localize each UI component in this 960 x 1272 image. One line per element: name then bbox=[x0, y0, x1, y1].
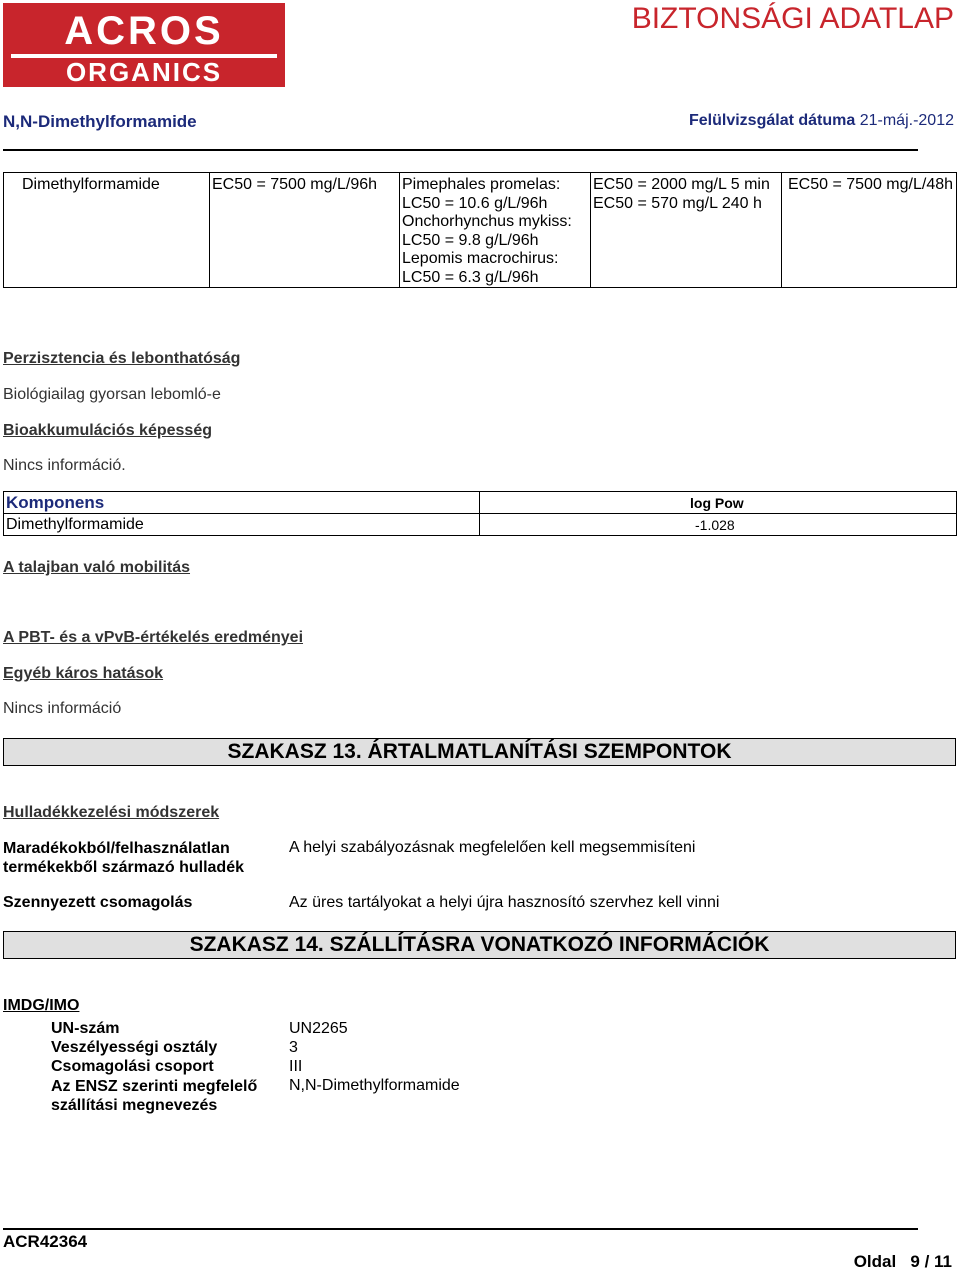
shipping-name-label bbox=[51, 1077, 257, 1115]
logo-text-acros: ACROS bbox=[64, 9, 224, 53]
component-cell: Dimethylformamide bbox=[4, 514, 480, 536]
packaging-label: Szennyezett csomagolás bbox=[3, 894, 193, 911]
revision-label: Felülvizsgálat dátuma bbox=[689, 112, 856, 129]
section-14-title: SZAKASZ 14. SZÁLLÍTÁSRA VONATKOZÓ INFORMÁCIÓK bbox=[189, 933, 770, 956]
packing-group-value: III bbox=[289, 1058, 303, 1075]
table-row bbox=[4, 514, 957, 536]
fish-line: Onchorhynchus mykiss: bbox=[402, 213, 572, 230]
fish-line: LC50 = 9.8 g/L/96h bbox=[402, 231, 539, 249]
revision-value: 21-máj.-2012 bbox=[859, 112, 954, 129]
waste-value: A helyi szabályozásnak megfelelően kell megsemmisíteni bbox=[289, 839, 696, 856]
product-name: N,N-Dimethylformamide bbox=[3, 112, 197, 131]
un-number-label: UN-szám bbox=[51, 1020, 120, 1037]
waste-label-line: termékekből származó hulladék bbox=[3, 859, 244, 876]
persistence-heading: Perzisztencia és lebonthatóság bbox=[3, 350, 241, 367]
un-number-value: UN2265 bbox=[289, 1020, 348, 1037]
fish-line: Pimephales promelas: bbox=[402, 176, 561, 193]
other-effects-heading: Egyéb káros hatások bbox=[3, 665, 164, 682]
column-header-logpow: log Pow bbox=[480, 492, 957, 514]
shipping-name-label-line: Az ENSZ szerinti megfelelő bbox=[51, 1078, 258, 1095]
bioaccumulation-text: Nincs információ. bbox=[3, 457, 126, 474]
fish-line: Lepomis macrochirus: bbox=[402, 250, 559, 267]
logpow-table bbox=[3, 491, 957, 536]
fish-line: LC50 = 6.3 g/L/96h bbox=[402, 268, 539, 286]
section-13-title: SZAKASZ 13. ÁRTALMATLANÍTÁSI SZEMPONTOK bbox=[227, 740, 732, 763]
persistence-text: Biológiailag gyorsan lebomló-e bbox=[3, 386, 221, 403]
header-rule bbox=[3, 149, 918, 151]
imdg-heading: IMDG/IMO bbox=[3, 997, 80, 1014]
fish-line: LC50 = 10.6 g/L/96h bbox=[402, 194, 548, 212]
column-header-component: Komponens bbox=[4, 492, 480, 514]
component-cell: Dimethylformamide bbox=[4, 173, 210, 288]
microtox-cell bbox=[591, 173, 782, 288]
other-effects-text: Nincs információ bbox=[3, 700, 122, 717]
daphnia-cell: EC50 = 7500 mg/L/48h bbox=[782, 173, 957, 288]
packing-group-label: Csomagolási csoport bbox=[51, 1058, 214, 1075]
bioaccumulation-heading: Bioakkumulációs képesség bbox=[3, 422, 212, 439]
footer-rule bbox=[3, 1228, 918, 1230]
document-title: BIZTONSÁGI ADATLAP bbox=[631, 2, 954, 35]
pbt-heading: A PBT- és a vPvB-értékelés eredményei bbox=[3, 629, 304, 646]
waste-label-line: Maradékokból/felhasználatlan bbox=[3, 840, 230, 857]
section-14-header bbox=[3, 931, 956, 959]
packaging-value: Az üres tartályokat a helyi újra hasznosító szervhez kell vinni bbox=[289, 894, 720, 911]
microtox-line: EC50 = 2000 mg/L 5 min bbox=[593, 176, 770, 193]
waste-label bbox=[3, 839, 244, 877]
table-header-row bbox=[4, 492, 957, 514]
shipping-name-value: N,N-Dimethylformamide bbox=[289, 1077, 460, 1094]
soil-mobility-heading: A talajban való mobilitás bbox=[3, 559, 191, 576]
logpow-value: -1.028 bbox=[480, 514, 957, 536]
microtox-line: EC50 = 570 mg/L 240 h bbox=[593, 194, 762, 212]
hazard-class-value: 3 bbox=[289, 1039, 298, 1056]
shipping-name-label-line: szállítási megnevezés bbox=[51, 1097, 218, 1114]
hazard-class-label: Veszélyességi osztály bbox=[51, 1039, 218, 1056]
algae-cell: EC50 = 7500 mg/L/96h bbox=[210, 173, 400, 288]
page-label: Oldal bbox=[853, 1252, 897, 1271]
document-code: ACR42364 bbox=[3, 1232, 88, 1251]
acros-organics-logo bbox=[3, 3, 285, 87]
section-13-header bbox=[3, 738, 956, 766]
revision-date bbox=[689, 112, 954, 130]
fish-cell bbox=[400, 173, 591, 288]
ecotoxicity-table bbox=[3, 172, 957, 288]
waste-methods-heading: Hulladékkezelési módszerek bbox=[3, 804, 220, 821]
page-value: 9 / 11 bbox=[910, 1252, 952, 1271]
table-row bbox=[4, 173, 957, 288]
page-number bbox=[854, 1252, 952, 1272]
logo-text-organics: ORGANICS bbox=[65, 57, 223, 87]
